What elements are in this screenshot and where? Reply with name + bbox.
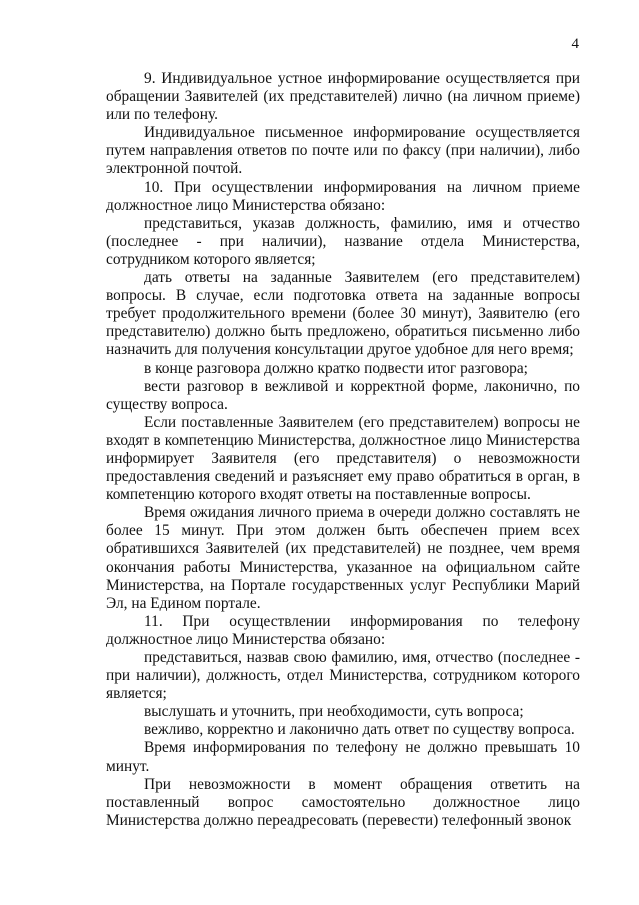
paragraph-item-11: 11. При осуществлении информирования по телефону должностное лицо Министерства обязано: xyxy=(106,612,580,648)
paragraph-listen: выслушать и уточнить, при необходимости, суть вопроса; xyxy=(144,703,524,721)
paragraph-written-info: Индивидуальное письменное информирование осуществляется путем направления ответов по почте или по факсу (при наличии), либо электронной почтой. xyxy=(106,124,580,178)
paragraph-redirect: При невозможности в момент обращения ответить на поставленный вопрос самостоятельно должностное лицо Министерства должно переадресовать (перевести) телефонный звонок xyxy=(106,775,580,829)
paragraph-introduce: представиться, указав должность, фамилию, имя и отчество (последнее - при наличии), название отдела Министерства, сотрудником которого является; xyxy=(106,214,580,268)
page-number: 4 xyxy=(571,36,579,52)
paragraph-wait-time: Время ожидания личного приема в очереди должно составлять не более 15 минут. При этом должен быть обеспечен прием всех обратившихся Заявителей (их представителей) не позднее, чем время окончания работы Министерства, указанное на официальном сайте Министерства, на Портале государственных услуг Республики Марий Эл, на Едином портале. xyxy=(106,504,580,612)
paragraph-item-9: 9. Индивидуальное устное информирование осуществляется при обращении Заявителей (их представителей) лично (на личном приеме) или по телефону. xyxy=(106,70,580,124)
paragraph-polite: вести разговор в вежливой и корректной форме, лаконично, по существу вопроса. xyxy=(106,377,580,413)
paragraph-phone-introduce: представиться, назвав свою фамилию, имя, отчество (последнее - при наличии), должность, отдел Министерства, сотрудником которого является; xyxy=(106,649,580,703)
paragraph-answer: дать ответы на заданные Заявителем (его представителем) вопросы. В случае, если подготовка ответа на заданные вопросы требует продолжительного времени (более 30 минут), Заявителю (его представителю) должно быть предложено, обратиться письменно либо назначить для получения консультации другое удобное для него время; xyxy=(106,269,580,359)
document-body xyxy=(106,70,580,830)
paragraph-summary: в конце разговора должно кратко подвести итог разговора; xyxy=(144,359,528,377)
paragraph-phone-time: Время информирования по телефону не должно превышать 10 минут. xyxy=(106,739,580,775)
paragraph-item-10: 10. При осуществлении информирования на личном приеме должностное лицо Министерства обязано: xyxy=(106,178,580,214)
paragraph-answer-politely: вежливо, корректно и лаконично дать ответ по существу вопроса. xyxy=(144,721,575,739)
paragraph-competence: Если поставленные Заявителем (его представителем) вопросы не входят в компетенцию Министерства, должностное лицо Министерства информирует Заявителя (его представителя) о невозможности предоставления сведений и разъясняет ему право обратиться в орган, в компетенцию которого входят ответы на поставленные вопросы. xyxy=(106,413,580,504)
